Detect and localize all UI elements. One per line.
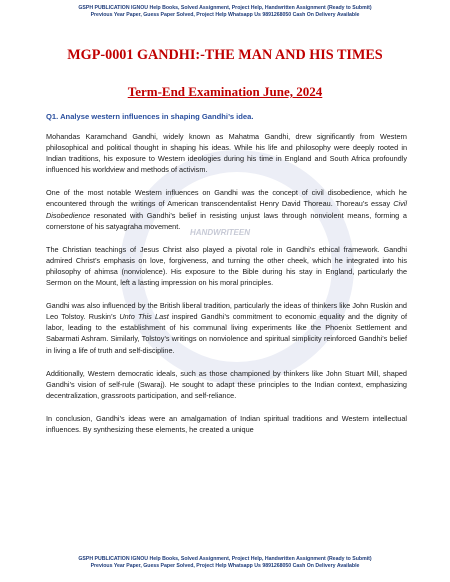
page-footer [0,556,450,570]
answer-body [46,131,407,447]
watermark-text: HANDWRITEEN [190,228,250,237]
document-title: MGP-0001 GANDHI:-THE MAN AND HIS TIMES [67,47,383,63]
paragraph-4-book-title: Unto This Last [119,312,169,322]
paragraph-2-text-b: resonated with Gandhi’s belief in resisting unjust laws through nonviolent means, forming a cornerstone of his satyagraha movement. [46,210,407,231]
paragraph-5: Additionally, Western democratic ideals, such as those championed by thinkers like John Stuart Mill, shaped Gandhi’s vision of self-rule (Swaraj). He sought to adapt these principles to the Indian context, emphasizing decentralization, grassroots participation, and self-reliance. [46,368,407,400]
paragraph-2-book-title: Civil Disobedience [46,199,407,220]
header-line-2: Previous Year Paper, Guess Paper Solved, Project Help Whatsapp Us 9891268050 Cash On Delivery Available [90,12,360,18]
paragraph-1: Mohandas Karamchand Gandhi, widely known as Mahatma Gandhi, drew significantly from Western philosophical and political thought in shaping his ideas. While his life and philosophy were deeply rooted in Indian traditions, his exposure to Western ideologies during his time in England and South Africa profoundly influenced his worldview and methods of activism. [46,132,407,175]
footer-line-2: Previous Year Paper, Guess Paper Solved, Project Help Whatsapp Us 9891268050 Cash On Delivery Available [90,563,360,569]
paragraph-6: In conclusion, Gandhi’s ideas were an amalgamation of Indian spiritual traditions and Western intellectual influences. By synthesizing these elements, he created a unique [46,413,407,434]
paragraph-2-text-a: One of the most notable Western influences on Gandhi was the concept of civil disobedience, which he encountered through the writings of American transcendentalist Henry David Thoreau. Thoreau’s essay [46,188,407,209]
paragraph-4-text-b: inspired Gandhi’s commitment to economic equality and the dignity of labor, leading to the establishment of his communal living experiments like the Phoenix Settlement and Sabarmati Ashram. Similarly, Tolstoy’s writings on nonviolence and spiritual simplicity reinforced Gandhi’s belief in living a life of truth and self-discipline. [46,312,407,355]
paragraph-3: The Christian teachings of Jesus Christ also played a pivotal role in Gandhi’s ethical framework. Gandhi admired Christ’s emphasis on love, forgiveness, and turning the other cheek, which he integrated into his philosophy of ahimsa (nonviolence). His exposure to the Bible during his stay in England, particularly the Sermon on the Mount, left a lasting impression on his moral principles. [46,244,407,288]
footer-line-1: GSPH PUBLICATION IGNOU Help Books, Solved Assignment, Project Help, Handwritten Assignment (Ready to Submit) [78,556,372,562]
paragraph-2 [46,187,407,231]
header-line-1: GSPH PUBLICATION IGNOU Help Books, Solved Assignment, Project Help, Handwritten Assignment (Ready to Submit) [78,5,372,11]
page-header [0,0,450,19]
paragraph-4-text-a: Gandhi was also influenced by the British liberal tradition, particularly the ideas of thinkers like John Ruskin and Leo Tolstoy. Ruskin’s [46,301,407,322]
paragraph-4 [46,300,407,355]
exam-title: Term-End Examination June, 2024 [127,84,323,99]
question-heading: Q1. Analyse western influences in shaping Gandhi’s idea. [46,112,254,121]
